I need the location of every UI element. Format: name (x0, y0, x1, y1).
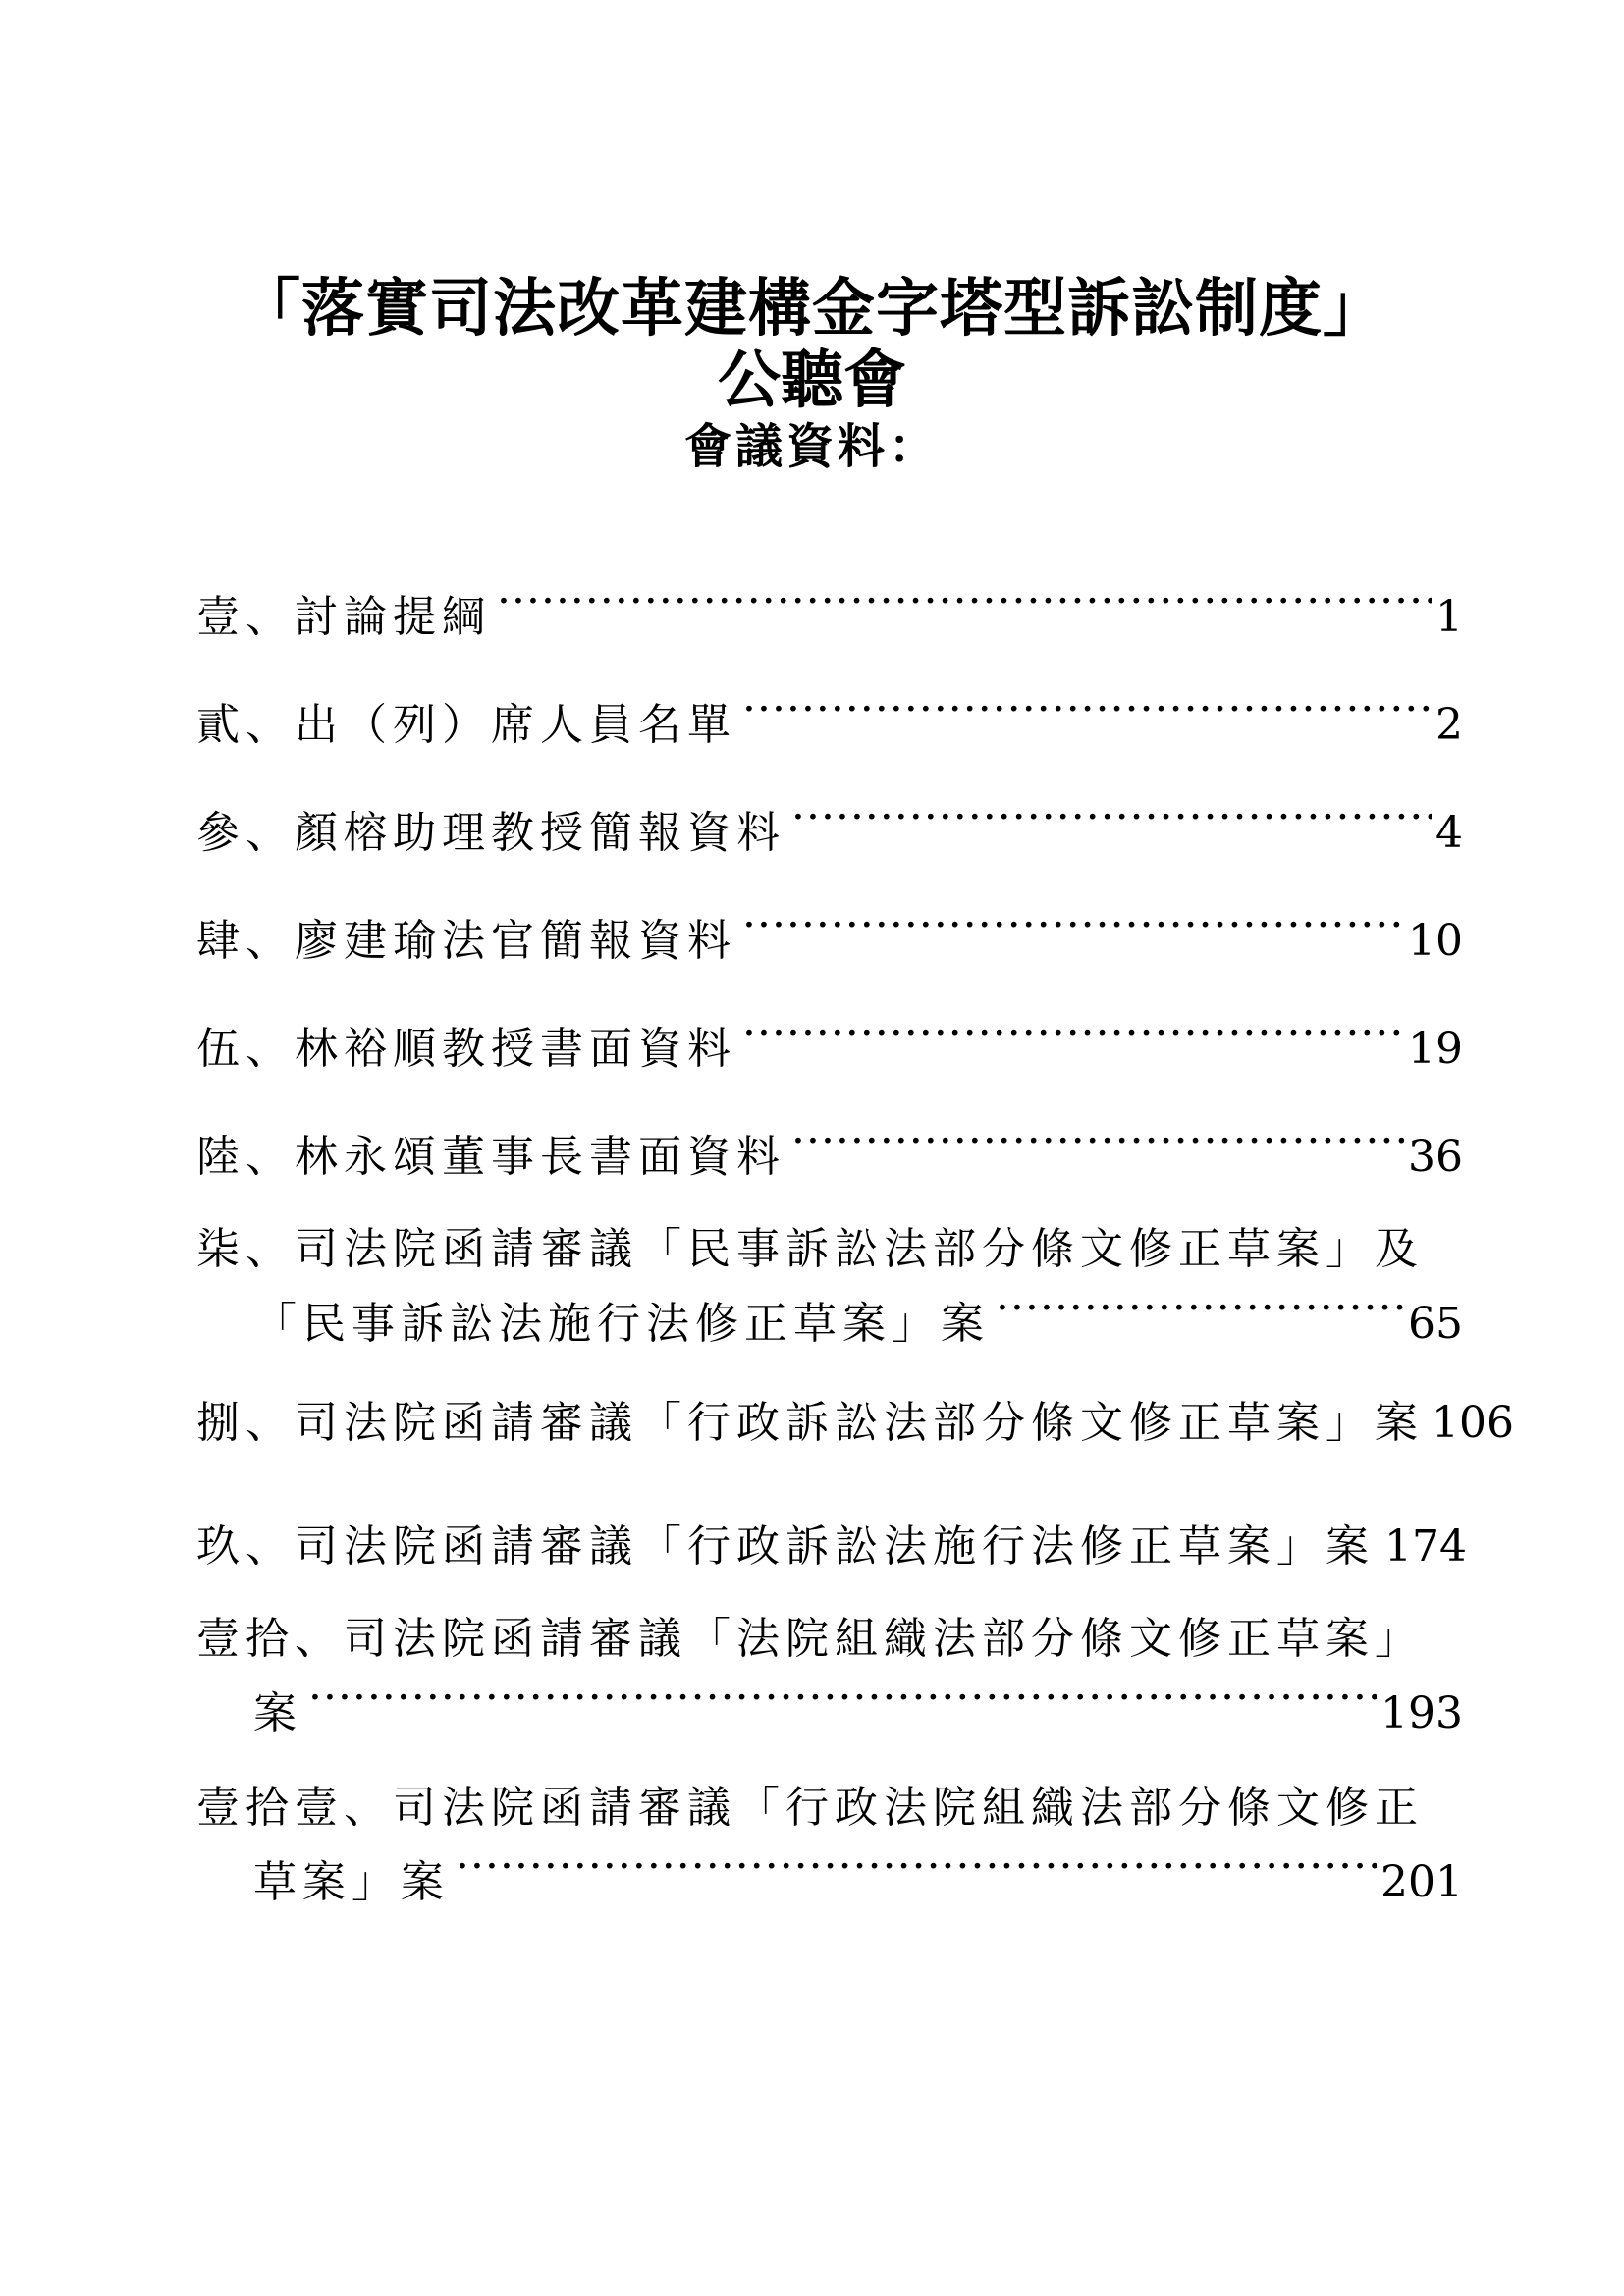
toc-leader-dots (742, 1004, 1404, 1063)
toc-entry-page: 10 (1408, 916, 1463, 966)
toc-leader-dots (742, 680, 1432, 739)
table-of-contents (196, 0, 1514, 2296)
toc-entry-label: 肆、廖建瑜法官簡報資料 (196, 916, 736, 966)
toc-entry-page: 1 (1435, 592, 1463, 642)
toc-entry-label-continued: 「民事訴訟法施行法修正草案」案 (253, 1299, 990, 1349)
toc-entry-label: 壹、討論提綱 (196, 592, 491, 642)
toc-entry-label: 壹拾壹、司法院函請審議「行政法院組織法部分條文修正 (196, 1783, 1424, 1833)
toc-leader-dots (996, 1279, 1404, 1338)
document-subtitle: 公聽會 (718, 344, 906, 417)
toc-leader-dots (791, 788, 1432, 847)
toc-entry-page: 193 (1380, 1688, 1463, 1738)
toc-entry-label-continued: 草案」案 (253, 1857, 450, 1907)
toc-entry (196, 1220, 1463, 1349)
toc-leader-dots (791, 1112, 1404, 1171)
toc-entry-label: 伍、林裕順教授書面資料 (196, 1024, 736, 1074)
toc-entry (196, 1610, 1463, 1738)
toc-leader-dots (497, 572, 1432, 631)
toc-entry-label: 捌、司法院函請審議「行政訴訟法部分條文修正草案」案 (196, 1398, 1424, 1448)
toc-entry-page: 65 (1408, 1299, 1463, 1349)
toc-leader-dots (456, 1838, 1377, 1896)
toc-entry (196, 788, 1463, 858)
toc-entry-page: 201 (1380, 1857, 1463, 1907)
toc-entry-page: 36 (1408, 1132, 1463, 1182)
toc-entry (196, 1112, 1463, 1182)
document-title: 「落實司法改革建構金字塔型訴訟制度」 (238, 272, 1386, 346)
toc-entry-label-continued: 案 (253, 1688, 302, 1738)
toc-entry (196, 572, 1463, 642)
toc-entry-label: 陸、林永頌董事長書面資料 (196, 1132, 785, 1182)
toc-entry-label: 貳、出（列）席人員名單 (196, 700, 736, 750)
toc-entry-page: 174 (1384, 1522, 1467, 1572)
toc-entry-label: 參、顏榕助理教授簡報資料 (196, 808, 785, 858)
toc-leader-dots (308, 1669, 1377, 1728)
toc-entry (196, 1004, 1463, 1074)
toc-entry-page: 106 (1432, 1398, 1514, 1448)
toc-entry (196, 1779, 1463, 1907)
toc-entry-page: 2 (1435, 700, 1463, 750)
toc-entry-label: 柒、司法院函請審議「民事訴訟法部分條文修正草案」及 (196, 1224, 1424, 1274)
toc-entry-page: 19 (1408, 1024, 1463, 1074)
toc-entry (196, 1502, 1467, 1572)
toc-entry-label: 壹拾、司法院函請審議「法院組織法部分條文修正草案」 (196, 1614, 1424, 1664)
toc-entry-page: 4 (1435, 808, 1463, 858)
toc-entry (196, 680, 1463, 750)
toc-entry-label: 玖、司法院函請審議「行政訴訟法施行法修正草案」案 (196, 1522, 1375, 1572)
toc-leader-dots (742, 896, 1404, 955)
section-heading: 會議資料： (683, 419, 940, 474)
toc-entry (196, 896, 1463, 966)
toc-entry (196, 1394, 1514, 1453)
